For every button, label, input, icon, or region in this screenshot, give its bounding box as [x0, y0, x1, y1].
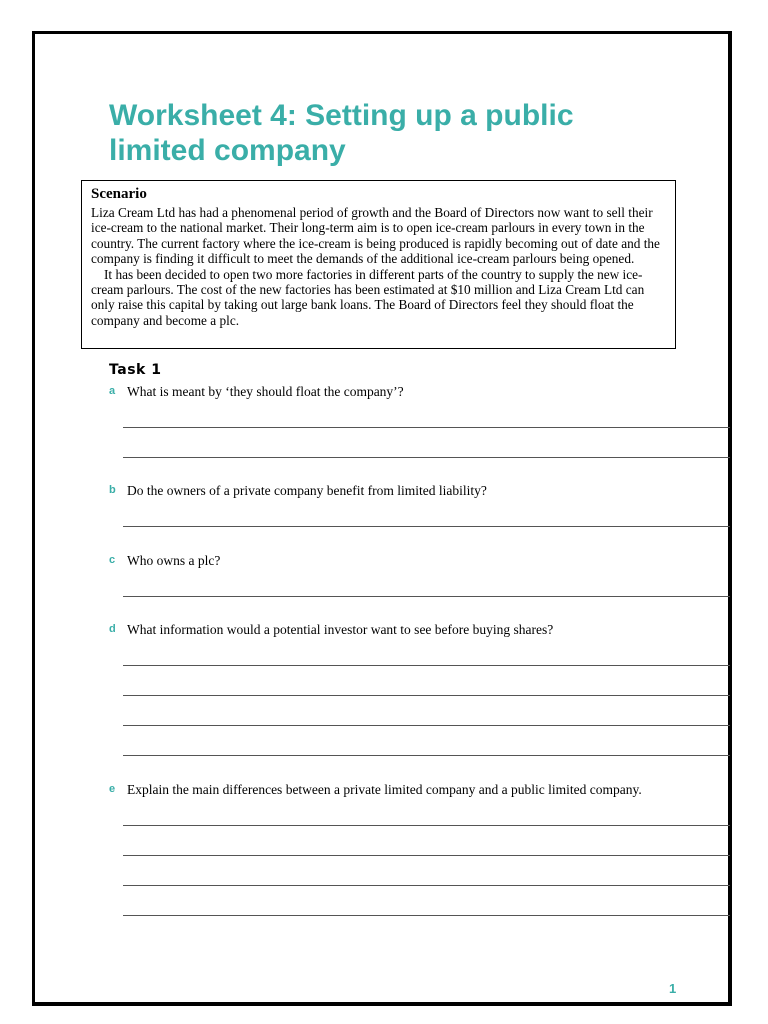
answer-line-d-4[interactable] — [123, 755, 730, 756]
question-text: Explain the main differences between a private limited company and a public limited company. — [127, 782, 642, 797]
task-heading: Task 1 — [109, 362, 162, 378]
worksheet-title: Worksheet 4: Setting up a public limited company — [109, 99, 574, 167]
scenario-box — [81, 180, 676, 349]
question-text: What information would a potential investor want to see before buying shares? — [127, 622, 554, 637]
answer-line-b-1[interactable] — [123, 526, 730, 527]
question-letter: b — [109, 484, 116, 496]
scenario-heading: Scenario — [91, 186, 147, 202]
question-letter: c — [109, 554, 116, 566]
answer-line-e-1[interactable] — [123, 825, 730, 826]
question-letter: a — [109, 385, 116, 397]
answer-line-a-1[interactable] — [123, 427, 730, 428]
question-text: Who owns a plc? — [127, 553, 221, 568]
answer-line-e-2[interactable] — [123, 855, 730, 856]
answer-line-d-2[interactable] — [123, 695, 730, 696]
answer-line-e-3[interactable] — [123, 885, 730, 886]
page-border — [32, 31, 732, 1006]
answer-line-d-3[interactable] — [123, 725, 730, 726]
scenario-paragraph-2: It has been decided to open two more factories in different parts of the country to supply the new ice-cream parlours. The cost of the new factories has been estimated at $10 million and Liza Cream Ltd can only raise this capital by taking out large bank loans. The Board of Directors feel they should float the company and become a plc. — [91, 266, 645, 328]
page-number: 1 — [669, 981, 677, 996]
question-letter: d — [109, 623, 116, 635]
answer-line-e-4[interactable] — [123, 915, 730, 916]
answer-line-c-1[interactable] — [123, 596, 730, 597]
question-text: What is meant by ‘they should float the company’? — [127, 384, 404, 399]
scenario-paragraph-1: Liza Cream Ltd has had a phenomenal period of growth and the Board of Directors now want to sell their ice-cream to the national market. Their long-term aim is to open ice-cream parlours in every town in the country. The current factory where the ice-cream is being produced is rapidly becoming out of date and the company is finding it difficult to meet the demands of the additional ice-cream parlours being opened. — [91, 205, 660, 267]
answer-line-a-2[interactable] — [123, 457, 730, 458]
question-text: Do the owners of a private company benefit from limited liability? — [127, 483, 487, 498]
question-letter: e — [109, 783, 116, 795]
answer-line-d-1[interactable] — [123, 665, 730, 666]
